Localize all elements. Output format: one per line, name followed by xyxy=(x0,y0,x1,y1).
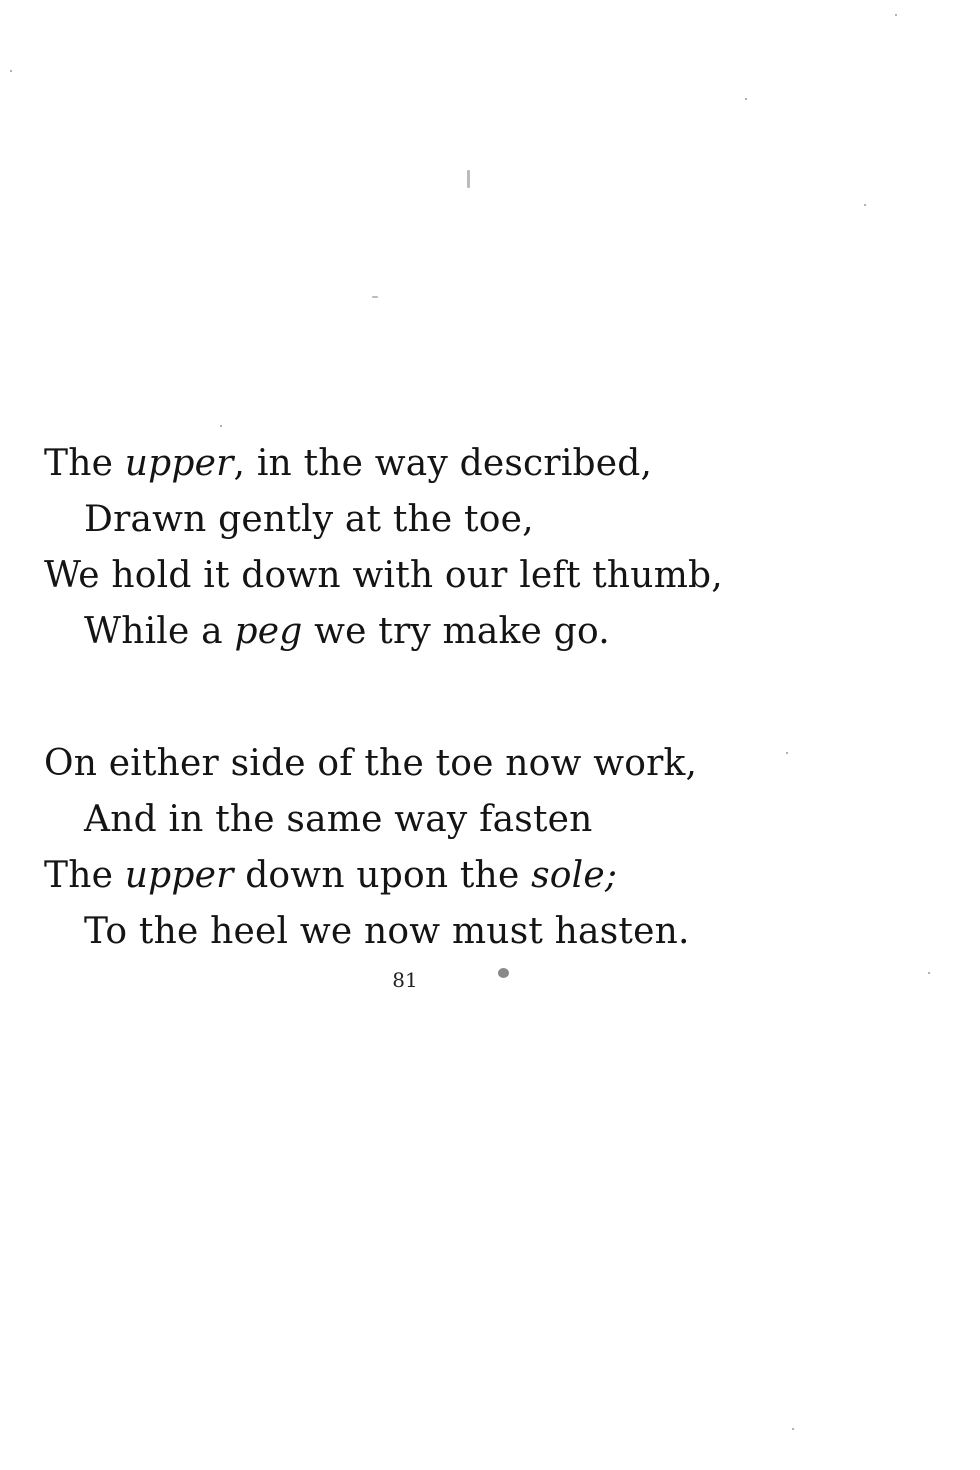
line-text: On either side of the toe now work, xyxy=(44,743,698,784)
poem-line xyxy=(44,736,804,792)
scan-speck xyxy=(372,296,378,298)
line-text: down upon the xyxy=(233,855,532,896)
scan-speck xyxy=(792,1428,794,1430)
scan-speck xyxy=(467,170,470,188)
scan-speck xyxy=(895,14,897,16)
scan-speck xyxy=(786,752,788,754)
poem-line xyxy=(44,604,804,660)
scan-speck xyxy=(864,204,866,206)
line-text: we try make go. xyxy=(302,611,610,652)
stanza-1 xyxy=(44,436,804,660)
scan-speck xyxy=(220,425,222,427)
stanza-2 xyxy=(44,736,804,960)
italic-word: upper xyxy=(124,443,234,484)
poem-line xyxy=(44,492,804,548)
line-text: The xyxy=(44,443,125,484)
poem-line xyxy=(44,848,804,904)
page-number: 81 xyxy=(392,968,418,992)
scan-speck xyxy=(10,70,12,72)
line-text: And in the same way fasten xyxy=(84,799,593,840)
scan-speck xyxy=(928,972,930,974)
line-text: The xyxy=(44,855,125,896)
line-text: While a xyxy=(84,611,235,652)
line-text: We hold it down with our left thumb, xyxy=(44,555,723,596)
poem-line xyxy=(44,548,804,604)
italic-word: upper xyxy=(124,855,234,896)
line-text: , in the way described, xyxy=(233,443,653,484)
line-text: Drawn gently at the toe, xyxy=(84,499,534,540)
poem-line xyxy=(44,436,804,492)
poem-line xyxy=(44,904,804,960)
scan-speck xyxy=(745,98,747,100)
italic-word: sole; xyxy=(531,855,618,896)
poem-line xyxy=(44,792,804,848)
ink-blot xyxy=(498,968,509,978)
italic-word: peg xyxy=(234,611,303,652)
line-text: To the heel we now must hasten. xyxy=(84,911,690,952)
